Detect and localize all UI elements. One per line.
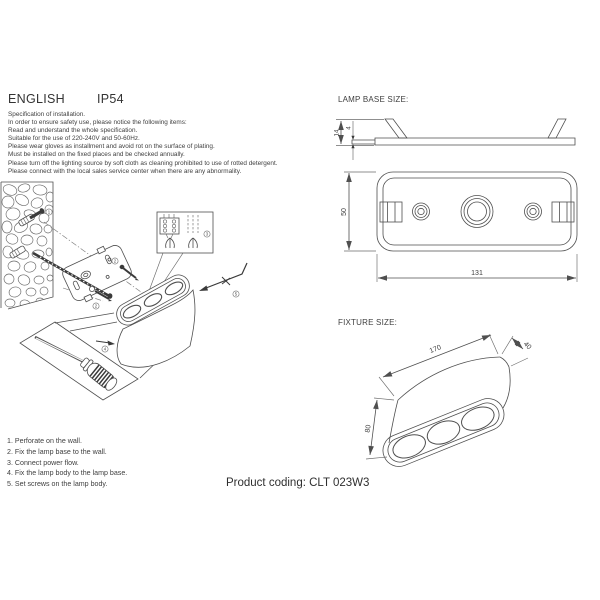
fixture-size-title: FIXTURE SIZE: <box>338 318 398 327</box>
lamp-base-size-title: LAMP BASE SIZE: <box>338 95 409 104</box>
callout-2b <box>93 303 99 309</box>
svg-text:170: 170 <box>428 344 443 355</box>
spec-line: Must be installed on the fixed places and be checked annually. <box>8 151 185 159</box>
lamp-base-front-view <box>335 163 590 288</box>
screwdriver <box>35 337 119 392</box>
dimension-40 <box>502 336 532 366</box>
dimension-80 <box>364 398 394 459</box>
product-coding <box>226 477 369 489</box>
step-item: 5. Set screws on the lamp body. <box>7 480 108 489</box>
dimension-50 <box>341 172 376 251</box>
dimension-4 <box>346 121 355 160</box>
svg-text:1: 1 <box>47 209 51 215</box>
wall-anchor <box>9 245 26 258</box>
svg-text:2: 2 <box>113 258 117 264</box>
svg-text:40: 40 <box>521 340 533 352</box>
language-label: ENGLISH <box>8 92 65 106</box>
callout-1 <box>46 209 52 215</box>
callout-5 <box>233 291 239 297</box>
svg-text:4: 4 <box>345 126 353 130</box>
base-front <box>377 172 577 251</box>
dimension-170 <box>379 334 498 396</box>
svg-text:50: 50 <box>341 208 348 216</box>
allen-key <box>199 263 247 291</box>
step-item: 2. Fix the lamp base to the wall. <box>7 447 107 456</box>
dimension-131 <box>377 254 577 282</box>
specification-text <box>8 111 278 176</box>
wire-end <box>166 238 175 248</box>
spec-line: Please turn off the lighting source by soft cloth as cleaning prohibited to use of rotted detergent. <box>8 159 278 167</box>
lamp-body <box>113 271 195 367</box>
callout-3 <box>204 231 210 237</box>
product-code: CLT 023W3 <box>309 477 370 489</box>
installation-steps <box>7 436 127 490</box>
installation-diagram <box>0 178 265 436</box>
spec-line: Please wear gloves as installment and avoid rot on the surface of plating. <box>8 143 215 151</box>
ip-rating-label: IP54 <box>97 92 124 106</box>
svg-text:3: 3 <box>205 231 209 237</box>
spec-line: Specification of installation. <box>8 111 86 118</box>
lamp-base-side-view <box>330 104 592 168</box>
step-item: 4. Fix the lamp body to the lamp base. <box>7 469 128 478</box>
svg-text:131: 131 <box>471 270 483 277</box>
product-coding-label: Product coding: <box>226 477 306 489</box>
svg-text:14: 14 <box>333 129 341 137</box>
wire-end <box>189 238 198 248</box>
fixture-body <box>378 357 510 471</box>
spec-line: Please connect with the local sales service center when there are any abnormality. <box>8 167 242 175</box>
callout-2 <box>112 258 118 264</box>
wall <box>1 182 54 309</box>
step-item: 3. Connect power flow. <box>7 458 79 467</box>
svg-text:80: 80 <box>364 424 373 434</box>
fixture-isometric-view <box>360 326 590 478</box>
dimension-14 <box>334 120 385 146</box>
step-item: 1. Perforate on the wall. <box>7 437 82 445</box>
svg-text:2: 2 <box>94 303 98 309</box>
assembly-arrow <box>96 341 115 346</box>
svg-text:4: 4 <box>103 346 107 352</box>
spec-line: Read and understand the whole specification. <box>8 127 138 135</box>
spec-line: In order to ensure safety use, please notice the following items: <box>8 119 187 127</box>
spec-line: Suitable for the use of 220-240V and 50-60Hz. <box>8 135 140 143</box>
base-profile <box>352 119 575 145</box>
svg-text:5: 5 <box>234 291 238 297</box>
page-title <box>8 92 124 106</box>
terminal-block <box>160 218 179 234</box>
callout-4 <box>102 346 108 352</box>
